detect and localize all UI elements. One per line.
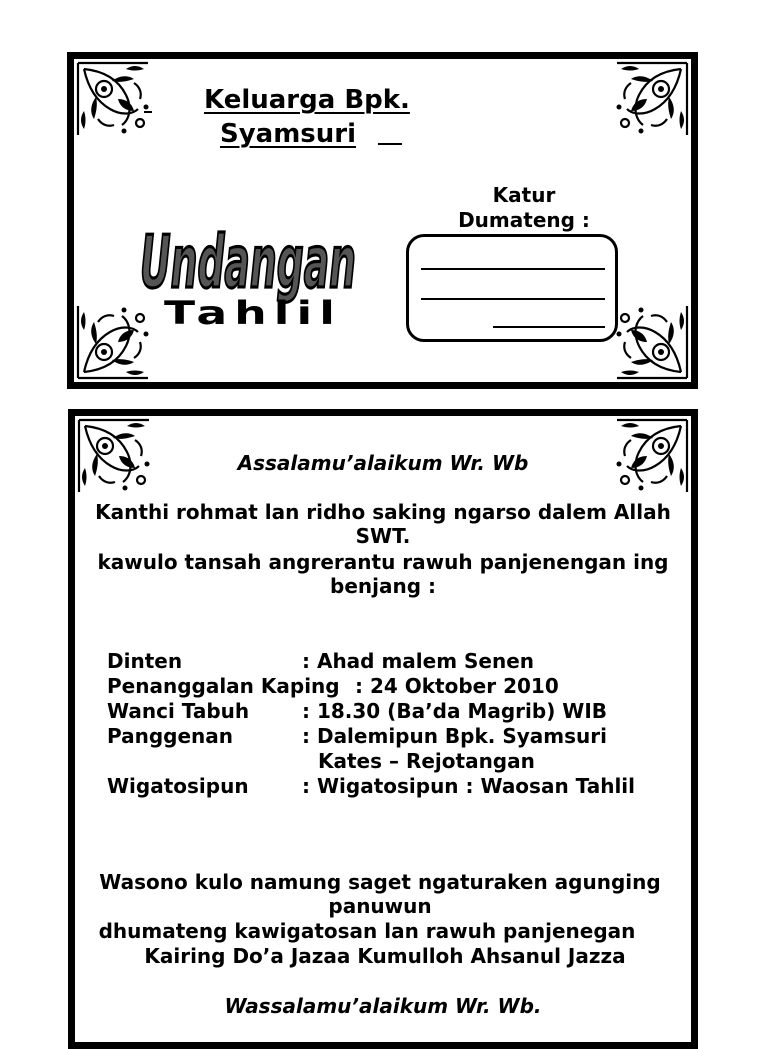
detail-label: Dinten — [107, 649, 183, 673]
detail-value: : 18.30 (Ba’da Magrib) WIB — [302, 699, 608, 723]
floral-corner-icon — [613, 416, 691, 496]
title-main: Undangan — [140, 220, 356, 305]
detail-label: Wanci Tabuh — [107, 699, 250, 723]
detail-value: : Ahad malem Senen — [302, 649, 535, 673]
detail-row — [107, 649, 535, 674]
intro-line: kawulo tansah angrerantu rawuh panjenengan ing — [97, 550, 669, 574]
floral-corner-icon — [74, 59, 152, 139]
detail-row — [107, 774, 636, 799]
recipient-address-box — [406, 234, 618, 342]
detail-label: Panggenan — [107, 724, 234, 748]
underline-extension — [378, 143, 402, 145]
floral-corner-icon — [613, 59, 691, 139]
intro-line: Kanthi rohmat lan ridho saking ngarso dalem Allah — [95, 500, 671, 524]
recipient-label-line1: Katur — [492, 183, 556, 207]
recipient-label — [419, 183, 629, 233]
closing-line: panuwun — [328, 894, 432, 918]
detail-row — [107, 749, 535, 774]
recipient-label-line2: Dumateng : — [458, 208, 590, 232]
intro-line: benjang : — [330, 574, 436, 598]
detail-value: : Wigatosipun : Waosan Tahlil — [302, 774, 636, 798]
closing-line: Wasono kulo namung saget ngaturaken agunging — [99, 870, 661, 894]
intro-line: SWT. — [355, 524, 411, 548]
detail-row — [107, 724, 607, 749]
family-name-line2: Syamsuri — [220, 119, 357, 149]
detail-value: : Dalemipun Bpk. Syamsuri — [302, 724, 607, 748]
invitation-body-card — [68, 409, 698, 1049]
detail-row — [107, 674, 559, 699]
detail-label: Wigatosipun — [107, 774, 249, 798]
greeting: Assalamu’alaikum Wr. Wb — [237, 451, 529, 475]
address-line — [493, 326, 605, 328]
floral-corner-icon — [75, 416, 153, 496]
address-line — [421, 298, 605, 300]
invitation-title — [136, 222, 364, 332]
cover-card — [67, 52, 698, 389]
detail-label: Penanggalan Kaping — [107, 674, 340, 698]
detail-value: Kates – Rejotangan — [318, 749, 535, 773]
title-sub: Tahlil — [164, 294, 342, 332]
address-line — [421, 268, 605, 270]
floral-corner-icon — [613, 302, 691, 382]
detail-row — [107, 699, 608, 724]
family-name-line1: Keluarga Bpk. — [204, 85, 410, 115]
detail-value: : 24 Oktober 2010 — [355, 674, 559, 698]
underline-extension — [144, 111, 152, 113]
closing-line: dhumateng kawigatosan lan rawuh panjenegan — [98, 919, 636, 943]
farewell: Wassalamu’alaikum Wr. Wb. — [224, 994, 542, 1018]
closing-line: Kairing Do’a Jazaa Kumulloh Ahsanul Jazza — [144, 944, 626, 968]
